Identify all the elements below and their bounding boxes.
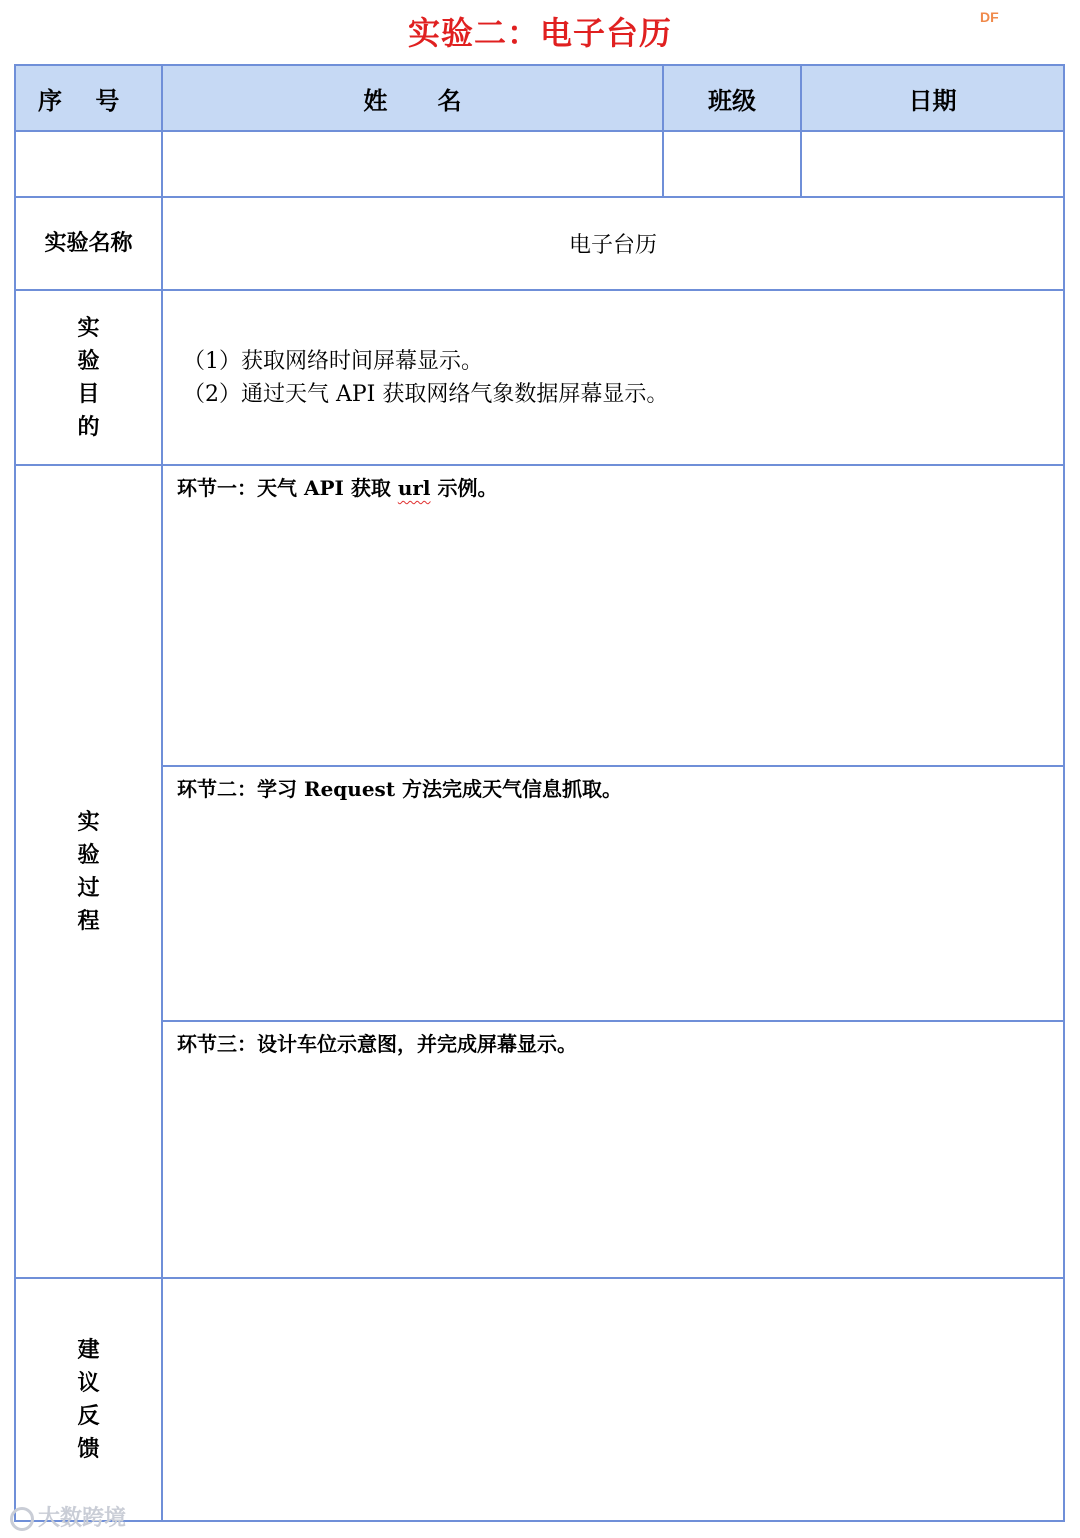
header-row <box>15 65 1064 131</box>
header-number: 序 号 <box>15 65 162 131</box>
experiment-name-row <box>15 197 1064 290</box>
number-field[interactable] <box>15 131 162 197</box>
header-name: 姓 名 <box>162 65 663 131</box>
purpose-content <box>162 290 1064 465</box>
student-info-row <box>15 131 1064 197</box>
watermark-logo-icon <box>10 1507 34 1531</box>
process-step2-row <box>15 766 1064 1021</box>
feedback-row <box>15 1278 1064 1521</box>
watermark: 大数跨境 <box>10 1501 126 1532</box>
purpose-row <box>15 290 1064 465</box>
corner-logo: DF <box>980 9 999 25</box>
header-class: 班级 <box>663 65 801 131</box>
purpose-label: 实 验 目 的 <box>15 290 162 465</box>
process-step1-row <box>15 465 1064 766</box>
name-field[interactable] <box>162 131 663 197</box>
feedback-content[interactable] <box>162 1278 1064 1521</box>
feedback-label: 建 议 反 馈 <box>15 1278 162 1521</box>
experiment-name-label: 实验名称 <box>15 197 162 290</box>
header-date: 日期 <box>801 65 1064 131</box>
process-step3-row <box>15 1021 1064 1278</box>
date-field[interactable] <box>801 131 1064 197</box>
purpose-item-1: （1）获取网络时间屏幕显示。 <box>183 348 483 374</box>
process-label: 实 验 过 程 <box>15 465 162 1278</box>
step-3-cell[interactable]: 环节三：设计车位示意图，并完成屏幕显示。 <box>162 1021 1064 1278</box>
experiment-form-table <box>14 64 1065 1522</box>
spellcheck-url: url <box>397 476 431 500</box>
step-1-cell[interactable]: 环节一：天气 API 获取 url 示例。 <box>162 465 1064 766</box>
experiment-name-value: 电子台历 <box>162 197 1064 290</box>
class-field[interactable] <box>663 131 801 197</box>
purpose-item-2: （2）通过天气 API 获取网络气象数据屏幕显示。 <box>183 381 669 407</box>
document-title: 实验二：电子台历 <box>407 14 672 52</box>
step-2-cell[interactable]: 环节二：学习 Request 方法完成天气信息抓取。 <box>162 766 1064 1021</box>
